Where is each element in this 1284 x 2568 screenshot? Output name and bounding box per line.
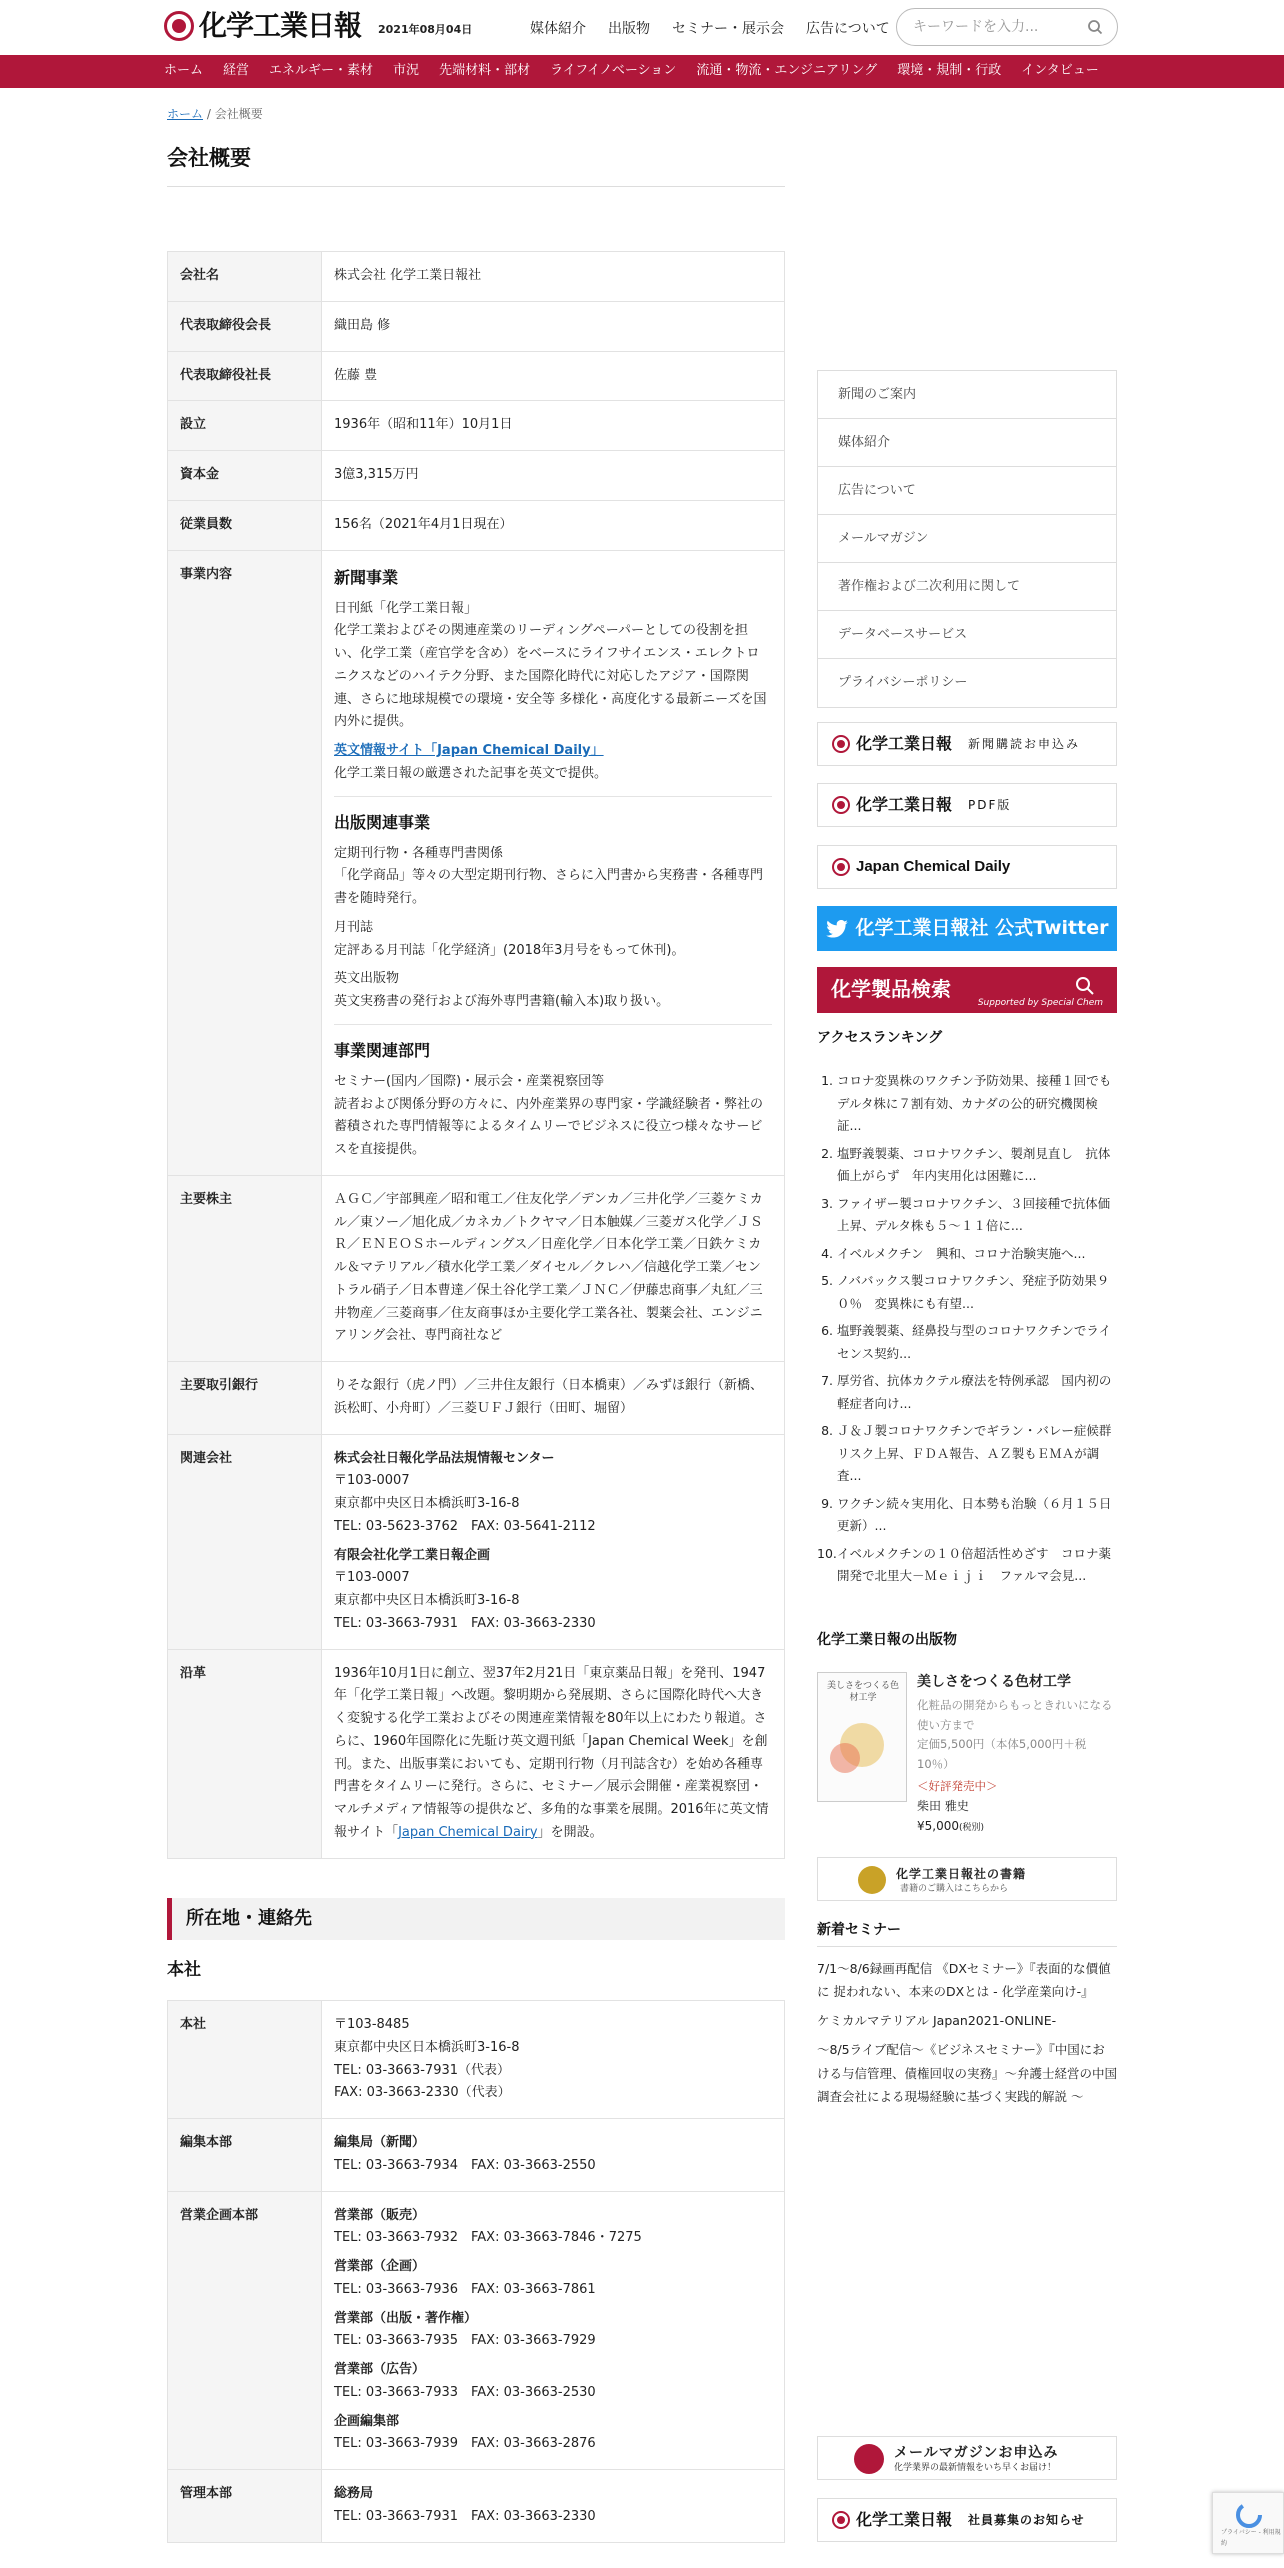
ranking-item[interactable]: 4. イベルメクチン 興和、コロナ治験実施へ... <box>817 1243 1117 1266</box>
ranking-item-text: イベルメクチン 興和、コロナ治験実施へ... <box>837 1245 1086 1261</box>
category-nav <box>0 55 1284 88</box>
recruit-banner[interactable] <box>817 2498 1117 2542</box>
banner-text: 社員募集のお知らせ <box>968 2512 1085 2527</box>
row-label: 代表取締役社長 <box>168 351 322 401</box>
sidebar-item-newspaper[interactable]: 新聞のご案内 <box>818 371 1116 419</box>
hq-subheading: 本社 <box>167 1960 201 1980</box>
row-value: 1936年（昭和11年）10月1日 <box>322 401 785 451</box>
dept-tel: TEL: 03-3663-7936 FAX: 03-3663-7861 <box>334 2281 596 2297</box>
publications-heading: 化学工業日報の出版物 <box>817 1632 957 1648</box>
row-label: 編集本部 <box>168 2119 322 2192</box>
ranking-item-text: イベルメクチンの１０倍超活性めざす コロナ薬開発で北里大－Ｍｅｉｊｉ ファルマ会見... <box>837 1545 1112 1583</box>
title-divider <box>167 186 785 187</box>
pub-item-text: 定評ある月刊誌「化学経済」(2018年3月号をもって休刊)。 <box>334 942 685 958</box>
row-value: 3億3,315万円 <box>322 451 785 501</box>
pdf-banner[interactable] <box>817 783 1117 827</box>
subscribe-banner[interactable] <box>817 722 1117 766</box>
dept-tel: TEL: 03-3663-7933 FAX: 03-3663-2530 <box>334 2384 596 2400</box>
row-label: 主要取引銀行 <box>168 1362 322 1435</box>
book-title[interactable]: 美しさをつくる色材工学 <box>917 1674 1071 1690</box>
dept-tel: TEL: 03-3663-7932 FAX: 03-3663-7846・7275 <box>334 2230 642 2246</box>
table-row <box>168 1362 785 1435</box>
book-description <box>917 1696 1117 1774</box>
hq-fax: FAX: 03-3663-2330（代表） <box>334 2085 511 2101</box>
editorial-content <box>322 2119 785 2192</box>
ranking-item-text: ノババックス製コロナワクチン、発症予防効果９０％ 変異株にも有望... <box>837 1273 1110 1311</box>
affiliate-name: 株式会社日報化学品法規情報センター <box>334 1450 555 1466</box>
sidebar-item-privacy[interactable]: プライバシーポリシー <box>838 675 968 690</box>
news-business <box>334 564 772 797</box>
pub-item-text: 「化学商品」等々の大型定期刊行物、さらに入門書から実務書・各種専門書を随時発行。 <box>334 868 764 906</box>
table-row <box>168 301 785 351</box>
nav-publications[interactable]: 出版物 <box>608 21 650 37</box>
top-nav <box>530 17 890 42</box>
publishing-business <box>334 809 772 1025</box>
seminar-item[interactable]: ～8/5ライブ配信～《ビジネスセミナー》『中国における与信管理、債権回収の実務』～弁護士経営の中国調査会社による現場経験に基づく実践的解説 ～ <box>817 2042 1118 2104</box>
pub-item-title: 英文出版物 <box>334 971 400 987</box>
books-button-label: 化学工業日報社の書籍 <box>896 1867 1027 1881</box>
ranking-item[interactable]: 8. Ｊ＆Ｊ製コロナワクチンでギラン・バレー症候群リスク上昇、ＦＤＡ報告、ＡＺ製もＥＭＡが調査... <box>817 1420 1117 1488</box>
pub-item-text: 英文実務書の発行および海外専門書籍(輸入本)取り扱い。 <box>334 994 670 1009</box>
cat-market[interactable]: 市況 <box>393 63 420 79</box>
row-label: 営業企画本部 <box>168 2191 322 2470</box>
ranking-item-text: 厚労省、抗体カクテル療法を特例承認 国内初の軽症者向け... <box>837 1373 1112 1411</box>
dept-tel: TEL: 03-3663-7934 FAX: 03-3663-2550 <box>334 2157 596 2173</box>
affiliate-tel: TEL: 03-5623-3762 FAX: 03-5641-2112 <box>334 1518 596 1534</box>
table-row <box>168 2001 785 2119</box>
publishing-heading: 出版関連事業 <box>334 812 431 832</box>
header-date: 2021年08月04日 <box>378 23 473 36</box>
row-label: 会社名 <box>168 252 322 302</box>
book-price-value: ¥5,000 <box>917 1819 959 1833</box>
related-heading: 事業関連部門 <box>334 1040 431 1060</box>
logo-text: 化学工業日報 <box>199 9 362 42</box>
search-icon[interactable] <box>1087 19 1103 35</box>
row-label: 資本金 <box>168 451 322 501</box>
featured-book <box>817 1670 1117 1846</box>
dept-name: 営業部（販売） <box>334 2207 426 2223</box>
seminar-heading: 新着セミナー <box>817 1922 901 1938</box>
book-status: ＜好評発売中＞ <box>917 1779 998 1793</box>
business-content <box>322 550 785 1175</box>
table-row <box>168 2191 785 2470</box>
table-row <box>168 451 785 501</box>
ranking-item-text: Ｊ＆Ｊ製コロナワクチンでギラン・バレー症候群リスク上昇、ＦＤＡ報告、ＡＺ製もＥＭＡが調査... <box>837 1423 1112 1483</box>
row-label: 従業員数 <box>168 500 322 550</box>
site-logo[interactable] <box>164 8 361 44</box>
location-heading: 所在地・連絡先 <box>167 1898 785 1940</box>
cat-logistics[interactable]: 流通・物流・エンジニアリング <box>696 63 878 79</box>
twitter-bird-icon <box>826 920 848 938</box>
history-text: 1936年10月1日に創立、翌37年2月21日「東京薬品日報」を発刊、1947年「化学工業日報」へ改題。黎明期から発展期、さらに国際化時代へ大きく変貌する化学工業およびその関連産業情報を80年以上にわたり報道。さらに、1960年国際化に先駈け英文週刊紙「Japan Chemical Week」を創刊。また、出版事業においても、定期刊行物（月刊誌含む）を始め各種専門書をタイムリーに発行。さらに、セミナー／展示会開催・産業視察団・マルチメディア情報等の提供など、多角的な事業を展開。2016年に英文情報サイト「 <box>334 1665 769 1840</box>
row-label: 設立 <box>168 401 322 451</box>
books-button-sub: 書籍のご購入はこちらから <box>900 1884 1009 1894</box>
table-row <box>168 1649 785 1858</box>
dept-name: 総務局 <box>334 2486 374 2501</box>
mail-banner-title: メールマガジンお申込み <box>894 2445 1059 2461</box>
ranking-item[interactable]: 2. 塩野義製薬、コロナワクチン、製剤見直し 抗体価上がらず 年内実用化は困難に... <box>817 1143 1117 1188</box>
cat-life[interactable]: ライフイノベーション <box>550 63 677 79</box>
related-business <box>334 1037 772 1162</box>
search-input[interactable] <box>896 8 1118 46</box>
search-placeholder: キーワードを入力... <box>913 19 1039 35</box>
ranking-item-text: コロナ変異株のワクチン予防効果、接種１回でもデルタ株に７割有効、カナダの公的研究機関検証... <box>837 1073 1112 1133</box>
seminar-item[interactable]: 7/1～8/6録画再配信 《DXセミナー》『表面的な價値に 捉われない、本来のDXとは - 化学産業向け-』 <box>817 1961 1111 2000</box>
affiliate-zip: 〒103-0007 <box>334 1570 410 1586</box>
chemical-search-sub: Supported by Special Chem <box>977 998 1103 1009</box>
row-value: りそな銀行（虎ノ門）／三井住友銀行（日本橋東）／みずほ銀行（新橋、浜松町、小舟町）／三菱ＵＦＪ銀行（田町、堀留） <box>322 1362 785 1435</box>
book-cover[interactable] <box>817 1672 907 1802</box>
ranking-item[interactable]: 3. ファイザー製コロナワクチン、３回接種で抗体価上昇、デルタ株も５～１１倍に... <box>817 1193 1117 1238</box>
related-item-title: セミナー(国内／国際)・展示会・産業視察団等 <box>334 1073 605 1089</box>
hq-tel: TEL: 03-3663-7931（代表） <box>334 2062 511 2078</box>
row-value: ＡＧＣ／宇部興産／昭和電工／住友化学／デンカ／三井化学／三菱ケミカル／東ソー／旭化成／カネカ／トクヤマ／日本触媒／三菱ガス化学／ＪＳＲ／ＥＮＥＯＳホールディングス／日産化学／日本化学工業／日鉄ケミカル＆マテリアル／積水化学工業／ダイセル／クレハ／信越化学工業／セントラル硝子／日本曹達／保土谷化学工業／ＪＮＣ／伊藤忠商事／丸紅／三井物産／三菱商事／住友商事ほか主要化学工業各社、製薬会社、エンジニアリング会社、専門商社など <box>322 1175 785 1361</box>
jcd-description: 化学工業日報の厳選された記事を英文で提供。 <box>334 765 608 781</box>
recaptcha-badge[interactable] <box>1212 2492 1284 2554</box>
book-price <box>917 1816 984 1837</box>
logo-mark-icon <box>164 11 194 41</box>
affiliate-address: 東京都中央区日本橋浜町3-16-8 <box>334 1496 520 1511</box>
affiliate-name: 有限会社化学工業日報企画 <box>334 1547 491 1563</box>
table-row <box>168 401 785 451</box>
ranking-item-text: ファイザー製コロナワクチン、３回接種で抗体価上昇、デルタ株も５～１１倍に... <box>837 1195 1111 1233</box>
recaptcha-text: プライバシー - 利用規約 <box>1221 2529 1281 2547</box>
pub-item-title: 月刊誌 <box>334 919 374 935</box>
hq-address: 東京都中央区日本橋浜町3-16-8 <box>334 2039 520 2055</box>
dept-name: 編集局（新聞） <box>334 2135 426 2150</box>
admin-content <box>322 2470 785 2543</box>
affiliates-content <box>322 1434 785 1649</box>
logo-mark-icon <box>832 858 850 876</box>
history-content <box>322 1649 785 1858</box>
ranking-list <box>817 1070 1117 1593</box>
dept-tel: TEL: 03-3663-7935 FAX: 03-3663-7929 <box>334 2333 596 2349</box>
ranking-heading: アクセスランキング <box>817 1030 943 1046</box>
table-row <box>168 351 785 401</box>
breadcrumb-sep: / <box>206 107 211 121</box>
ranking-item-text: ワクチン続々実用化、日本勢も治験（６月１５日更新）... <box>837 1495 1112 1533</box>
related-item-text: 読者および関係分野の方々に、内外産業界の専門家・学識経験者・弊社の蓄積された専門情報等によるタイムリーでビジネスに役立つ様々なサービスを直接提供。 <box>334 1096 764 1157</box>
book-price-tax: (税別) <box>959 1823 985 1833</box>
breadcrumb-current: 会社概要 <box>214 107 263 121</box>
table-row <box>168 500 785 550</box>
chemical-search-banner[interactable] <box>817 967 1117 1013</box>
dept-tel: TEL: 03-3663-7939 FAX: 03-3663-2876 <box>334 2436 596 2452</box>
hq-content <box>322 2001 785 2119</box>
mailmagazine-banner[interactable] <box>817 2436 1117 2480</box>
jcd-link[interactable]: 英文情報サイト「Japan Chemical Daily」 <box>334 743 604 758</box>
ranking-item-text: 塩野義製薬、コロナワクチン、製剤見直し 抗体価上がらず 年内実用化は困難に... <box>837 1145 1111 1183</box>
row-label: 管理本部 <box>168 2470 322 2543</box>
dept-name: 企画編集部 <box>334 2413 400 2429</box>
table-row <box>168 2119 785 2192</box>
row-value: 156名（2021年4月1日現在） <box>322 500 785 550</box>
ranking-item[interactable]: 7. 厚労省、抗体カクテル療法を特例承認 国内初の軽症者向け... <box>817 1370 1117 1415</box>
banner-logo: 化学工業日報 <box>856 2510 953 2529</box>
breadcrumb-home[interactable]: ホーム <box>167 107 204 121</box>
book-price-detail: 定価5,500円（本体5,000円＋税10％） <box>917 1737 1087 1771</box>
recaptcha-icon <box>1235 2501 1263 2529</box>
row-label: 沿革 <box>168 1649 322 1858</box>
ranking-item[interactable]: 5. ノババックス製コロナワクチン、発症予防効果９０％ 変異株にも有望... <box>817 1270 1117 1315</box>
sidebar-item-mailmagazine[interactable]: メールマガジン <box>818 515 1116 563</box>
table-row <box>168 550 785 1175</box>
affiliate-tel: TEL: 03-3663-7931 FAX: 03-3663-2330 <box>334 1615 596 1631</box>
ranking-item[interactable]: 10. イベルメクチンの１０倍超活性めざす コロナ薬開発で北里大－Ｍｅｉｊｉ ファルマ会見... <box>817 1543 1117 1588</box>
hq-zip: 〒103-8485 <box>334 2017 410 2032</box>
table-row <box>168 1175 785 1361</box>
twitter-label: 化学工業日報社 公式Twitter <box>855 916 1109 939</box>
seminar-item[interactable]: ケミカルマテリアル Japan2021-ONLINE- <box>817 2013 1057 2029</box>
dept-name: 営業部（企画） <box>334 2259 426 2274</box>
affiliate-address: 東京都中央区日本橋浜町3-16-8 <box>334 1593 520 1608</box>
cat-home[interactable]: ホーム <box>164 63 204 79</box>
page-title: 会社概要 <box>167 146 251 170</box>
twitter-banner[interactable] <box>817 906 1117 951</box>
row-value: 佐藤 豊 <box>322 351 785 401</box>
sidebar-item-copyright[interactable]: 著作権および二次利用に関して <box>818 563 1116 611</box>
search-icon <box>1075 976 1095 996</box>
book-author: 柴田 雅史 <box>917 1799 969 1813</box>
jcd-history-link[interactable]: Japan Chemical Dairy <box>398 1824 538 1840</box>
row-label: 主要株主 <box>168 1175 322 1361</box>
book-cover-text: 美しさをつくる色材工学 <box>826 1681 899 1703</box>
table-row <box>168 2470 785 2543</box>
sidebar-item-ads[interactable]: 広告について <box>818 467 1116 515</box>
sidebar-menu <box>817 370 1117 708</box>
row-label: 関連会社 <box>168 1434 322 1649</box>
cat-materials[interactable]: 先端材料・部材 <box>439 63 531 79</box>
ranking-item[interactable]: 6. 塩野義製薬、経鼻投与型のコロナワクチンでライセンス契約... <box>817 1320 1117 1365</box>
logo-mark-icon <box>832 796 850 814</box>
dept-name: 営業部（出版・著作権） <box>334 2310 478 2326</box>
breadcrumb <box>167 104 263 125</box>
dept-tel: TEL: 03-3663-7931 FAX: 03-3663-2330 <box>334 2508 596 2524</box>
banner-text: 新聞購読お申込み <box>968 736 1081 751</box>
company-table <box>167 251 785 1859</box>
banner-text: PDF版 <box>968 797 1012 812</box>
seminar-list <box>817 1957 1117 2114</box>
cat-management[interactable]: 経営 <box>223 63 250 79</box>
nav-media[interactable]: 媒体紹介 <box>530 21 586 37</box>
sidebar-item-database[interactable]: データベースサービス <box>818 611 1116 659</box>
books-button[interactable] <box>817 1857 1117 1901</box>
banner-logo: 化学工業日報 <box>856 734 953 753</box>
site-header <box>0 0 1284 55</box>
news-description: 化学工業およびその関連産業のリーディングペーパーとしての役割を担い、化学工業（産官学を含め）をベースにライフサイエンス・エレクトロニクスなどのハイテク分野、また国際化時代に対応したアジア・国際関連、さらに地球規模での環境・安全等 多様化・高度化する最新ニーズを国内外に提供。 <box>334 623 767 730</box>
row-value: 株式会社 化学工業日報社 <box>322 252 785 302</box>
table-row <box>168 1434 785 1649</box>
dept-name: 営業部（広告） <box>334 2362 426 2377</box>
banner-logo: Japan Chemical Daily <box>856 857 1011 875</box>
news-paper-name: 日刊紙「化学工業日報」 <box>334 600 478 616</box>
cat-energy[interactable]: エネルギー・素材 <box>269 63 374 79</box>
history-tail: 」を開設。 <box>537 1824 603 1840</box>
ranking-item[interactable]: 9. ワクチン続々実用化、日本勢も治験（６月１５日更新）... <box>817 1493 1117 1538</box>
table-row <box>168 252 785 302</box>
jcd-banner[interactable] <box>817 845 1117 889</box>
sidebar-item-media[interactable]: 媒体紹介 <box>818 419 1116 467</box>
book-desc-text: 化粧品の開発からもっときれいになる使い方まで <box>917 1698 1113 1732</box>
mail-icon <box>854 2444 884 2474</box>
location-table <box>167 2000 785 2543</box>
nav-seminars[interactable]: セミナー・展示会 <box>672 21 784 37</box>
mail-banner-sub: 化学業界の最新情報をいち早くお届け！ <box>894 2463 1057 2473</box>
ranking-item[interactable]: 1. コロナ変異株のワクチン予防効果、接種１回でもデルタ株に７割有効、カナダの公的研究機関検証... <box>817 1070 1117 1138</box>
ranking-item-text: 塩野義製薬、経鼻投与型のコロナワクチンでライセンス契約... <box>837 1323 1112 1361</box>
book-icon <box>858 1866 886 1894</box>
banner-logo: 化学工業日報 <box>856 795 953 814</box>
sales-content <box>322 2191 785 2470</box>
nav-ads[interactable]: 広告について <box>806 21 890 37</box>
cat-interview[interactable]: インタビュー <box>1021 63 1099 79</box>
chemical-search-title: 化学製品検索 <box>831 977 951 1001</box>
row-value: 織田島 修 <box>322 301 785 351</box>
row-label: 代表取締役会長 <box>168 301 322 351</box>
logo-mark-icon <box>832 735 850 753</box>
cat-environment[interactable]: 環境・規制・行政 <box>897 63 1002 79</box>
pub-item-title: 定期刊行物・各種専門書関係 <box>334 845 504 861</box>
logo-mark-icon <box>832 2511 850 2529</box>
row-label: 事業内容 <box>168 550 322 1175</box>
news-heading: 新聞事業 <box>334 567 399 587</box>
row-label: 本社 <box>168 2001 322 2119</box>
affiliate-zip: 〒103-0007 <box>334 1473 410 1489</box>
